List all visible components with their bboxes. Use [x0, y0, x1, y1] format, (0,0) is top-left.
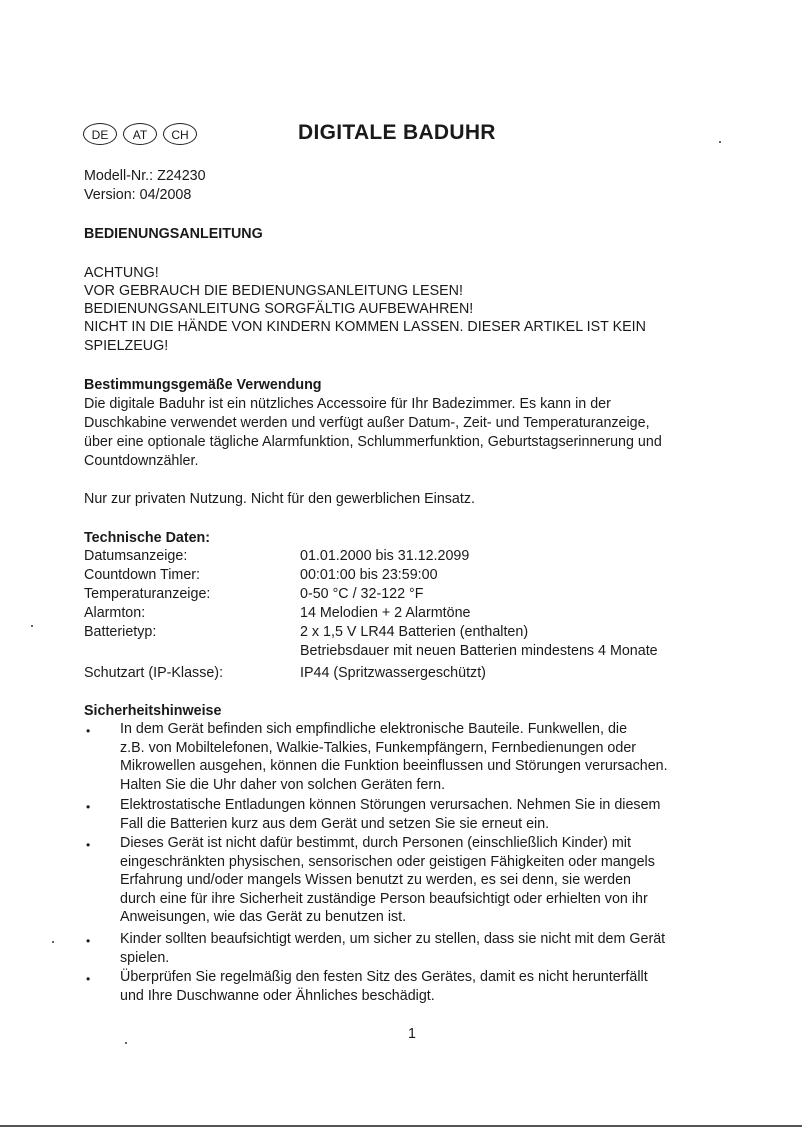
country-badge-de: DE	[83, 123, 117, 145]
safety-bullet-line: Halten Sie die Uhr daher von solchen Geräten fern.	[120, 776, 446, 793]
model-number: Modell-Nr.: Z24230	[84, 168, 206, 184]
country-badge-ch: CH	[163, 123, 197, 145]
warning-line: SPIELZEUG!	[84, 338, 169, 354]
safety-bullet-line: Kinder sollten beaufsichtigt werden, um sicher zu stellen, dass sie nicht mit dem Gerät	[120, 931, 666, 947]
document-title: DIGITALE BADUHR	[298, 121, 496, 144]
page-number: 1	[408, 1026, 416, 1042]
spec-label: Temperaturanzeige:	[84, 586, 211, 602]
spec-value: 0-50 °C / 32-122 °F	[300, 586, 424, 602]
scan-speck	[52, 941, 54, 943]
spec-value: 14 Melodien + 2 Alarmtöne	[300, 605, 471, 621]
scan-speck	[719, 141, 721, 143]
safety-bullet	[120, 930, 665, 967]
spec-label: Alarmton:	[84, 605, 146, 621]
safety-bullet-line: Anweisungen, wie das Gerät zu benutzen ist.	[120, 909, 407, 925]
intended-use-line: Countdownzähler.	[84, 453, 199, 469]
safety-bullet-line: eingeschränkten physischen, sensorischen oder geistigen Fähigkeiten oder mangels	[120, 853, 655, 870]
bullet-icon: •	[86, 800, 91, 814]
spec-label: Schutzart (IP-Klasse):	[84, 665, 224, 681]
version: Version: 04/2008	[84, 187, 192, 203]
spec-value: IP44 (Spritzwassergeschützt)	[300, 665, 486, 681]
safety-bullet-line: Elektrostatische Entladungen können Störungen verursachen. Nehmen Sie in diesem	[120, 797, 661, 813]
spec-label: Batterietyp:	[84, 624, 157, 640]
bullet-icon: •	[86, 724, 91, 738]
country-badge-at: AT	[123, 123, 157, 145]
safety-heading: Sicherheitshinweise	[84, 703, 222, 719]
intended-use-line: Die digitale Baduhr ist ein nützliches Accessoire für Ihr Badezimmer. Es kann in der	[84, 396, 611, 412]
warning-line: VOR GEBRAUCH DIE BEDIENUNGSANLEITUNG LESEN!	[84, 283, 463, 299]
safety-bullet	[120, 968, 648, 1005]
scan-speck	[125, 1042, 127, 1044]
bullet-icon: •	[86, 838, 91, 852]
page-bottom-border	[0, 1125, 802, 1127]
spec-label: Countdown Timer:	[84, 567, 201, 583]
bullet-icon: •	[86, 972, 91, 986]
spec-label: Datumsanzeige:	[84, 548, 188, 564]
safety-bullet-line: Erfahrung und/oder mangels Wissen benutzt zu werden, es sei denn, sie werden	[120, 872, 632, 888]
safety-bullet-line: Dieses Gerät ist nicht dafür bestimmt, durch Personen (einschließlich Kinder) mit	[120, 835, 631, 851]
country-badges	[83, 123, 197, 145]
warning-line: BEDIENUNGSANLEITUNG SORGFÄLTIG AUFBEWAHREN!	[84, 301, 474, 317]
safety-bullet-line: spielen.	[120, 949, 170, 966]
warning-line: NICHT IN DIE HÄNDE VON KINDERN KOMMEN LASSEN. DIESER ARTIKEL IST KEIN	[84, 319, 646, 335]
safety-bullet-line: Überprüfen Sie regelmäßig den festen Sitz des Gerätes, damit es nicht herunterfällt	[120, 969, 648, 985]
safety-bullet	[120, 834, 655, 927]
safety-bullet-line: und Ihre Duschwanne oder Ähnliches beschädigt.	[120, 987, 435, 1004]
intended-use-line: über eine optionale tägliche Alarmfunktion, Schlummerfunktion, Geburtstagserinnerung und	[84, 434, 662, 450]
spec-value: 00:01:00 bis 23:59:00	[300, 567, 438, 583]
safety-bullet	[120, 720, 668, 794]
manual-heading: BEDIENUNGSANLEITUNG	[84, 226, 263, 242]
safety-bullet-line: z.B. von Mobiltelefonen, Walkie-Talkies, Funkempfängern, Fernbedienungen oder	[120, 739, 637, 756]
safety-bullet-line: Mikrowellen ausgehen, können die Funktion beeinflussen und Störungen verursachen.	[120, 758, 668, 774]
safety-bullet-line: Fall die Batterien kurz aus dem Gerät und setzen Sie sie erneut ein.	[120, 815, 550, 832]
private-use-note: Nur zur privaten Nutzung. Nicht für den gewerblichen Einsatz.	[84, 491, 475, 507]
safety-bullet	[120, 796, 660, 833]
safety-bullet-line: durch eine für ihre Sicherheit zuständige Person beaufsichtigt oder erhielten von ihr	[120, 890, 648, 907]
intended-use-line: Duschkabine verwendet werden und verfügt außer Datum-, Zeit- und Temperaturanzeige,	[84, 415, 650, 431]
intended-use-heading: Bestimmungsgemäße Verwendung	[84, 377, 322, 393]
specs-heading: Technische Daten:	[84, 530, 211, 546]
warning-line: ACHTUNG!	[84, 265, 159, 281]
bullet-icon: •	[86, 934, 91, 948]
spec-value: 2 x 1,5 V LR44 Batterien (enthalten)	[300, 624, 529, 640]
safety-bullet-line: In dem Gerät befinden sich empfindliche elektronische Bauteile. Funkwellen, die	[120, 721, 628, 737]
spec-value: Betriebsdauer mit neuen Batterien mindestens 4 Monate	[300, 643, 658, 659]
scan-speck	[31, 625, 33, 627]
spec-value: 01.01.2000 bis 31.12.2099	[300, 548, 470, 564]
